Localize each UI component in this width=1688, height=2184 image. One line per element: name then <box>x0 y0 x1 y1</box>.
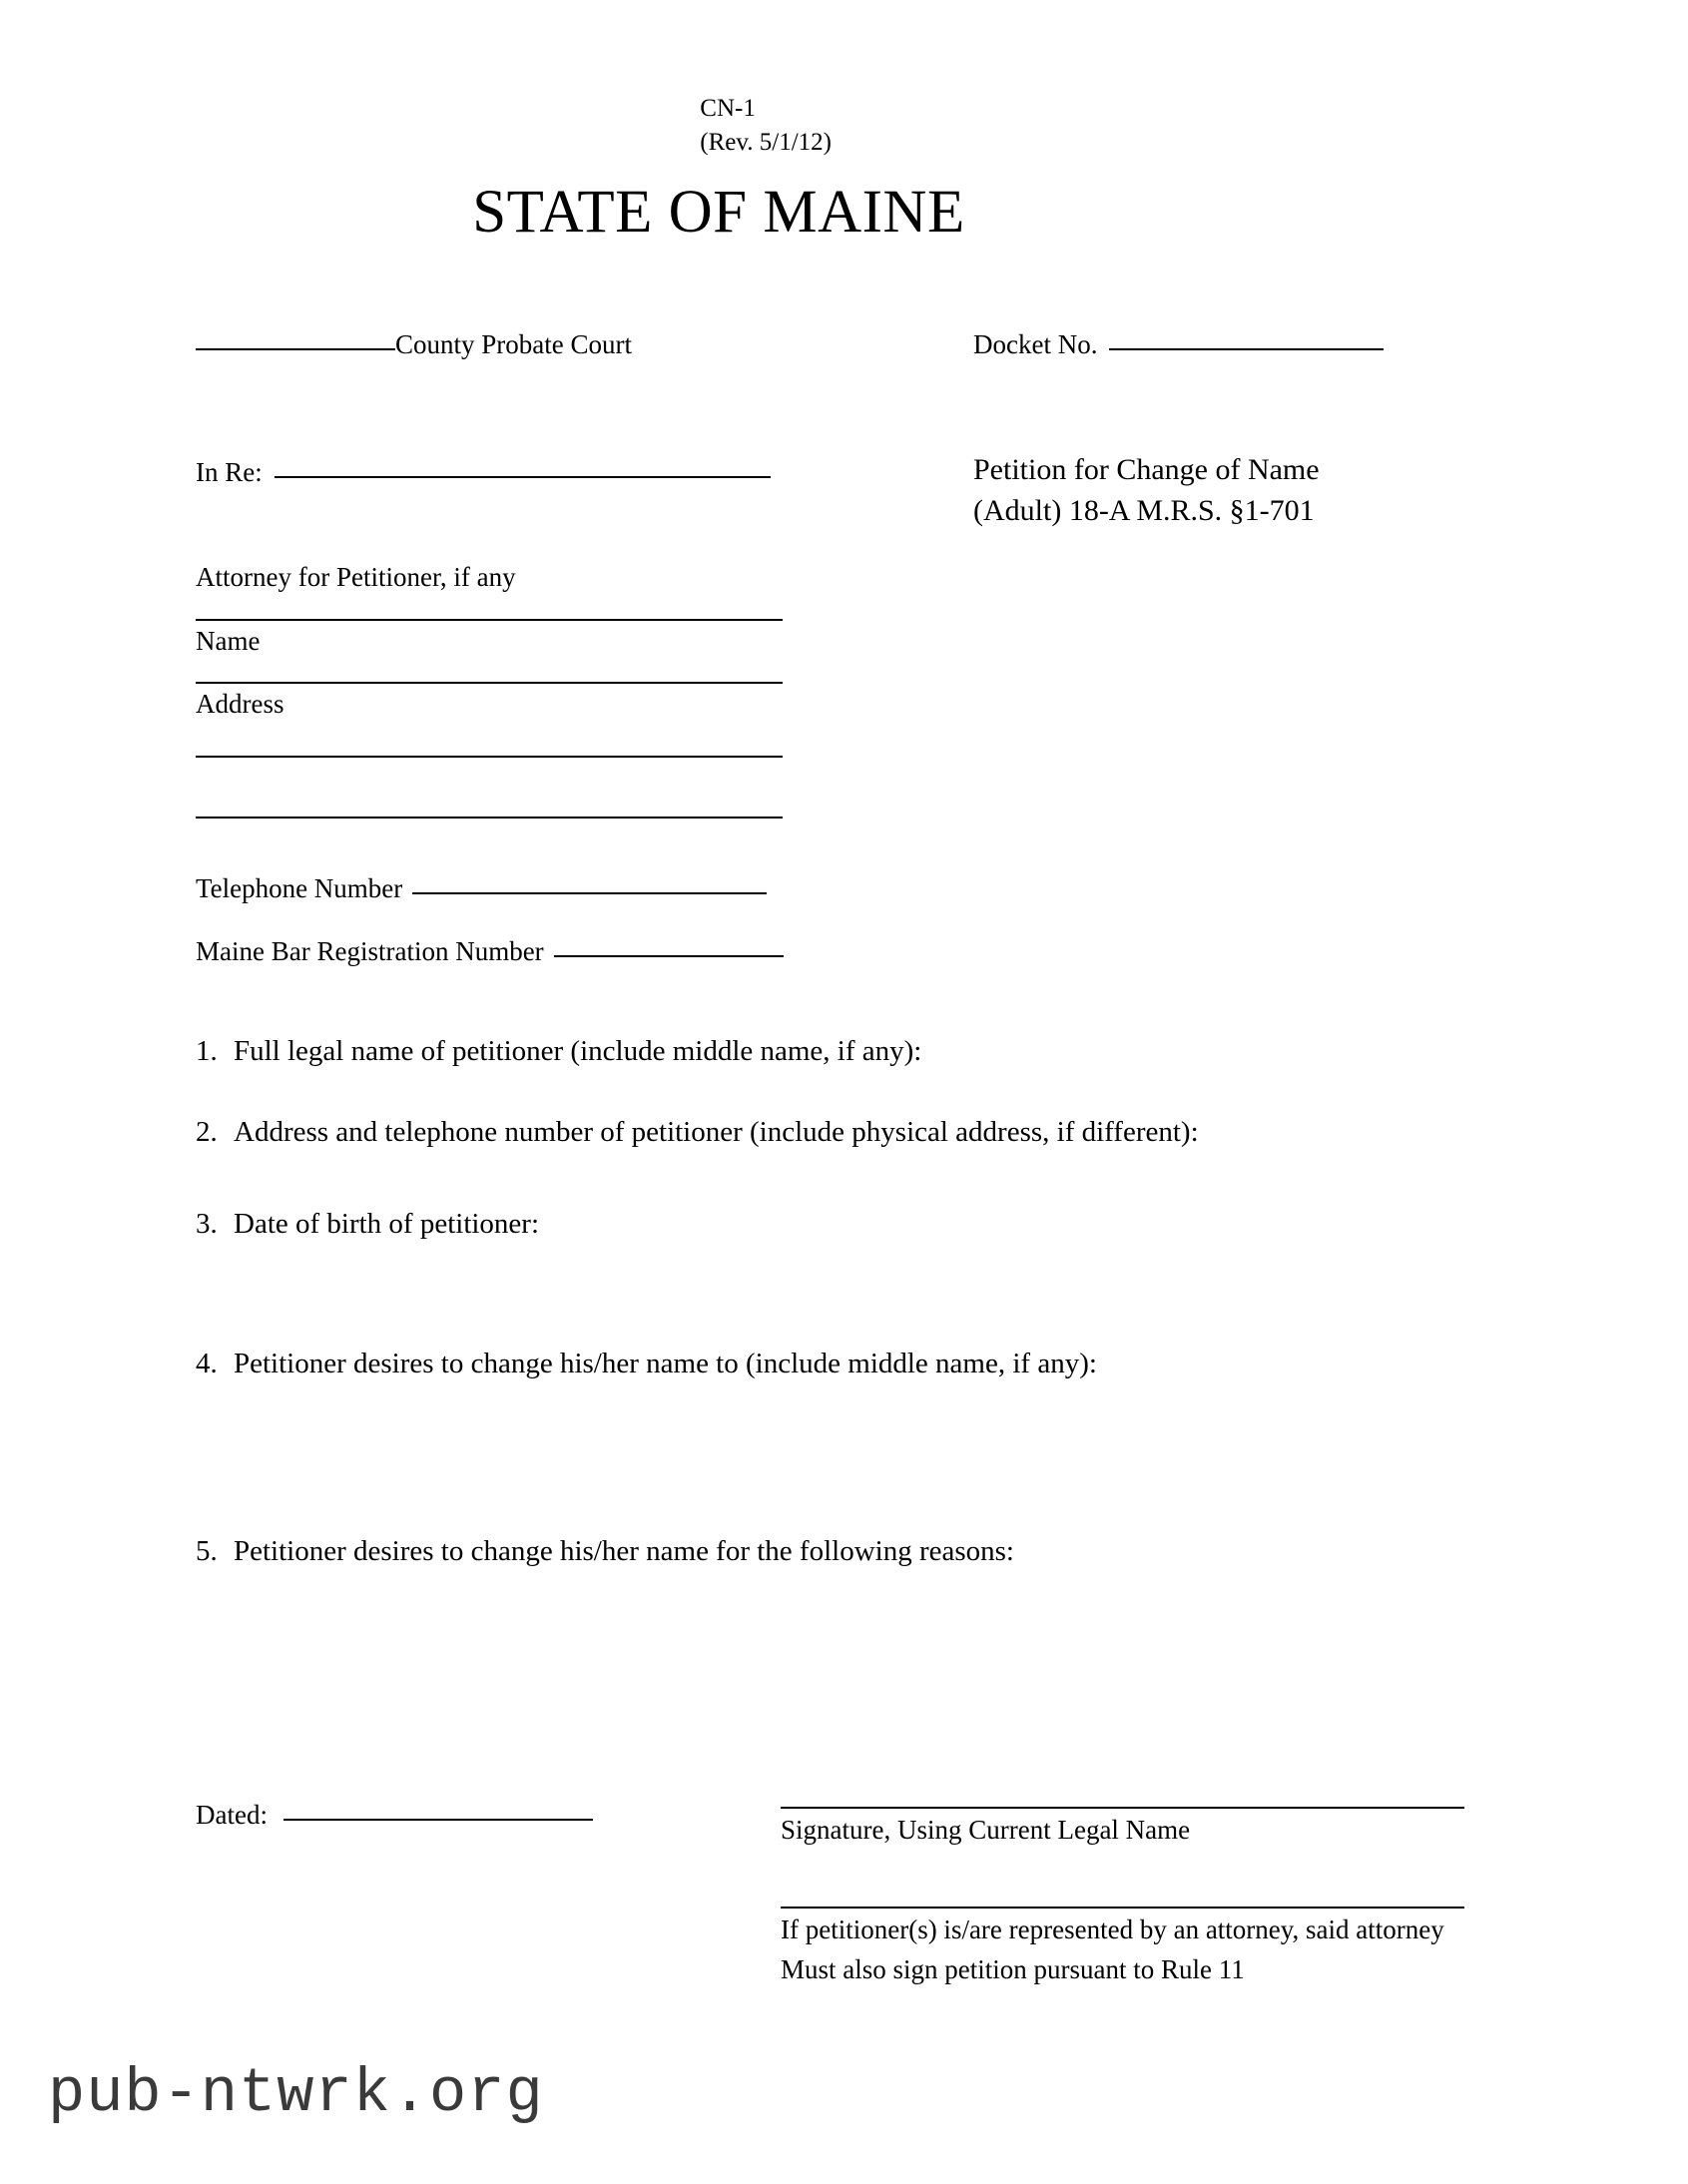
attorney-address-rule-2[interactable] <box>196 756 783 758</box>
county-blank-field[interactable] <box>196 348 395 350</box>
county-probate-court-line <box>196 326 632 363</box>
petition-item-4-number: 4. <box>196 1348 218 1379</box>
attorney-telephone-line <box>196 870 767 907</box>
attorney-name-label: Name <box>196 626 261 656</box>
attorney-signature-note-line-2: Must also sign petition pursuant to Rule 11 <box>781 1953 1245 1984</box>
in-re-line <box>196 454 771 491</box>
petition-item-3-text: Date of birth of petitioner: <box>234 1208 540 1240</box>
signature-label: Signature, Using Current Legal Name <box>781 1815 1191 1845</box>
petition-item-5-number: 5. <box>196 1535 218 1567</box>
form-identifier-block <box>700 92 832 159</box>
attorney-bar-number-blank-field[interactable] <box>554 955 784 957</box>
petition-item-3 <box>196 1206 539 1244</box>
docket-number-blank-field[interactable] <box>1109 348 1384 350</box>
watermark: pub-ntwrk.org <box>48 2058 544 2129</box>
attorney-bar-number-label: Maine Bar Registration Number <box>196 936 544 966</box>
dated-label: Dated: <box>196 1800 268 1830</box>
petition-title-line-1: Petition for Change of Name <box>973 453 1320 486</box>
page-title: STATE OF MAINE <box>472 179 965 246</box>
attorney-telephone-blank-field[interactable] <box>412 892 767 894</box>
county-probate-court-label: County Probate Court <box>395 329 632 359</box>
petition-item-3-number: 3. <box>196 1208 218 1240</box>
dated-line <box>196 1797 593 1834</box>
attorney-address-line-3 <box>196 817 783 819</box>
dated-blank-field[interactable] <box>283 1819 593 1821</box>
petition-item-2-text: Address and telephone number of petitioner (include physical address, if different): <box>234 1116 1199 1148</box>
docket-number-label: Docket No. <box>973 329 1098 359</box>
attorney-address-label: Address <box>196 689 284 719</box>
petition-item-1 <box>196 1033 921 1071</box>
in-re-label: In Re: <box>196 457 263 487</box>
attorney-address-line-2 <box>196 756 783 758</box>
petition-item-4 <box>196 1346 1097 1383</box>
attorney-bar-number-line <box>196 933 784 970</box>
attorney-signature-field <box>781 1907 1464 1988</box>
petition-item-4-text: Petitioner desires to change his/her name to (include middle name, if any): <box>234 1348 1097 1379</box>
attorney-address-rule-3[interactable] <box>196 817 783 819</box>
form-revision-date: (Rev. 5/1/12) <box>700 128 832 156</box>
petition-item-5-text: Petitioner desires to change his/her name for the following reasons: <box>234 1535 1014 1567</box>
petition-item-1-number: 1. <box>196 1035 218 1067</box>
attorney-signature-note-line-1: If petitioner(s) is/are represented by an attorney, said attorney <box>781 1914 1444 1944</box>
petition-title-line-2: (Adult) 18-A M.R.S. §1-701 <box>973 494 1315 528</box>
petition-item-2-number: 2. <box>196 1116 218 1148</box>
attorney-section-heading: Attorney for Petitioner, if any <box>196 562 516 592</box>
in-re-blank-field[interactable] <box>275 476 771 478</box>
petition-item-5 <box>196 1533 1014 1571</box>
petition-caption <box>973 449 1320 531</box>
attorney-name-field <box>196 619 783 659</box>
docket-number-line <box>973 326 1384 363</box>
attorney-telephone-label: Telephone Number <box>196 873 403 903</box>
signature-field <box>781 1807 1464 1849</box>
petition-item-1-text: Full legal name of petitioner (include middle name, if any): <box>234 1035 922 1067</box>
form-number: CN-1 <box>700 95 756 122</box>
petition-item-2 <box>196 1114 1199 1152</box>
attorney-address-field <box>196 682 783 722</box>
